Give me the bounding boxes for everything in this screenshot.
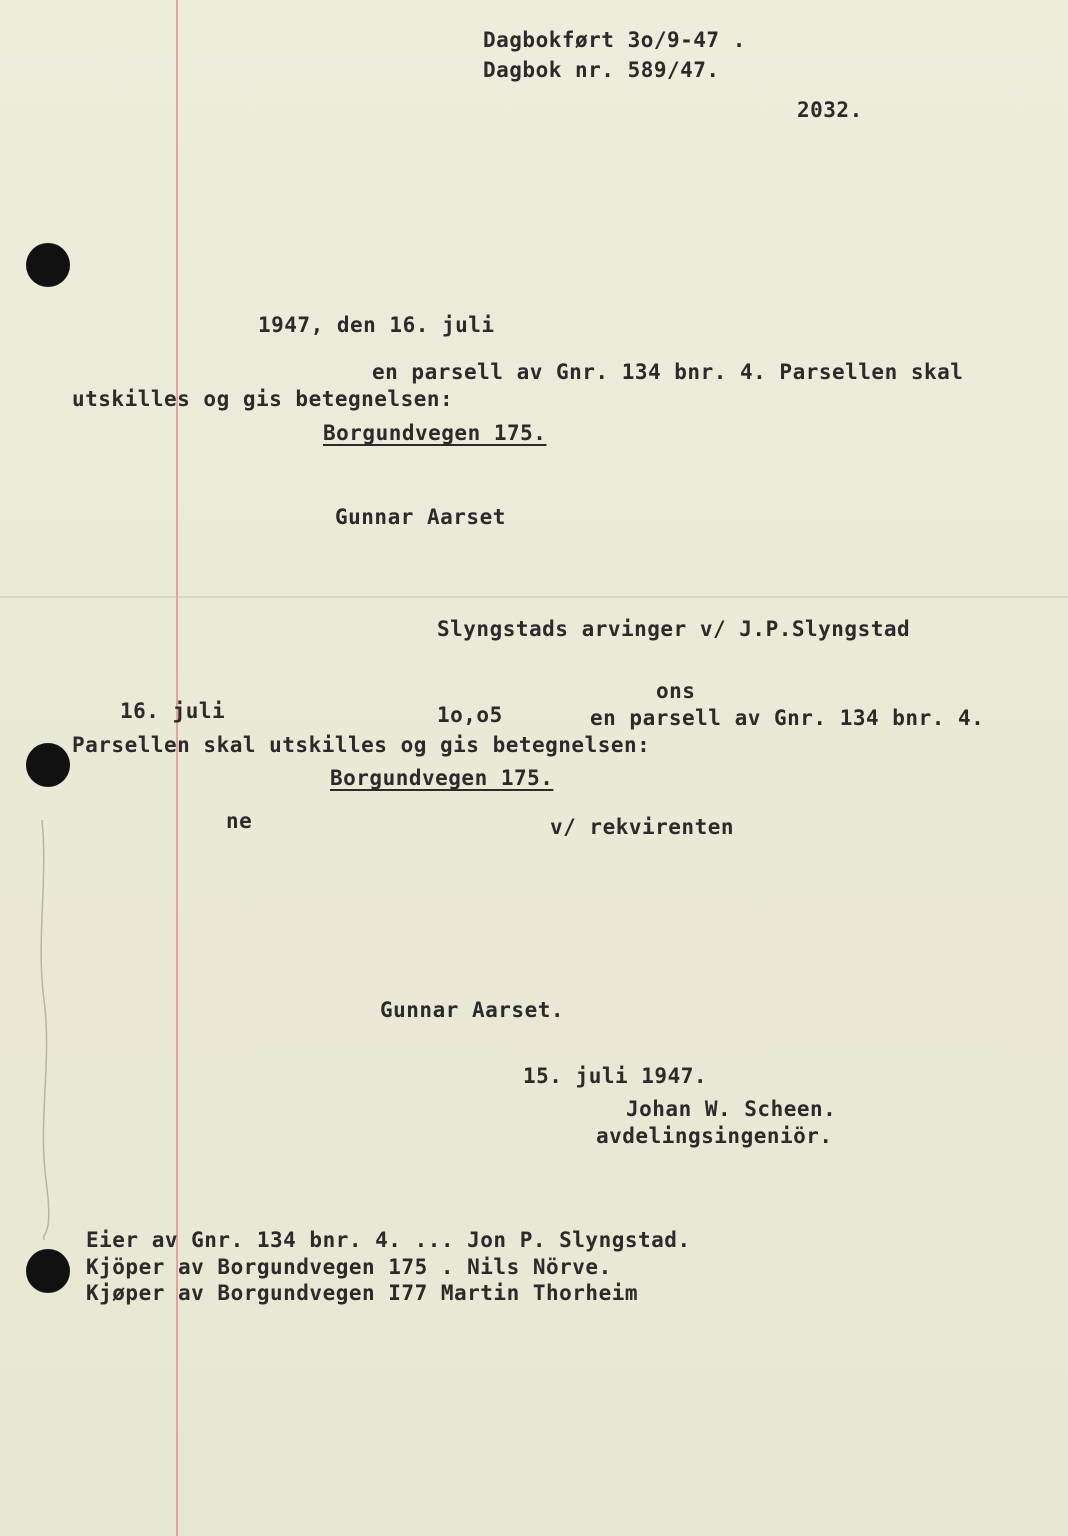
section1-name: Gunnar Aarset — [335, 505, 506, 529]
section2-line1: en parsell av Gnr. 134 bnr. 4. — [590, 706, 985, 730]
margin-line — [176, 0, 178, 1536]
section1-line2: utskilles og gis betegnelsen: — [72, 387, 454, 411]
section2-name: Gunnar Aarset. — [380, 998, 565, 1022]
section2-address: Borgundvegen 175. — [330, 766, 554, 790]
footer-buyer1: Kjöper av Borgundvegen 175 . Nils Nörve. — [86, 1255, 612, 1279]
margin-mark — [22, 820, 62, 1240]
signature-name: Johan W. Scheen. — [626, 1097, 837, 1121]
punch-hole-middle — [26, 743, 70, 787]
page-number: 2032. — [797, 98, 863, 122]
fold-line — [0, 596, 1068, 598]
dagbokfort-stamp: Dagbokført 3o/9-47 . — [483, 28, 746, 52]
section2-time: 1o,o5 — [437, 703, 503, 727]
section2-weekday: ons — [656, 679, 696, 703]
section1-date: 1947, den 16. juli — [258, 313, 495, 337]
section2-ne: ne — [226, 809, 253, 833]
footer-buyer2: Kjøper av Borgundvegen I77 Martin Thorheim — [86, 1281, 639, 1305]
punch-hole-bottom — [26, 1249, 70, 1293]
section1-heirs: Slyngstads arvinger v/ J.P.Slyngstad — [437, 617, 911, 641]
dagbok-number: Dagbok nr. 589/47. — [483, 58, 720, 82]
section2-by-requester: v/ rekvirenten — [550, 815, 735, 839]
section1-line1: en parsell av Gnr. 134 bnr. 4. Parsellen skal — [372, 360, 964, 384]
section2-line2: Parsellen skal utskilles og gis betegnelsen: — [72, 733, 651, 757]
punch-hole-top — [26, 243, 70, 287]
signature-date: 15. juli 1947. — [523, 1064, 708, 1088]
footer-owner: Eier av Gnr. 134 bnr. 4. ... Jon P. Slyngstad. — [86, 1228, 691, 1252]
signature-title: avdelingsingeniör. — [596, 1124, 833, 1148]
section2-date: 16. juli — [120, 699, 226, 723]
section1-address: Borgundvegen 175. — [323, 421, 547, 445]
